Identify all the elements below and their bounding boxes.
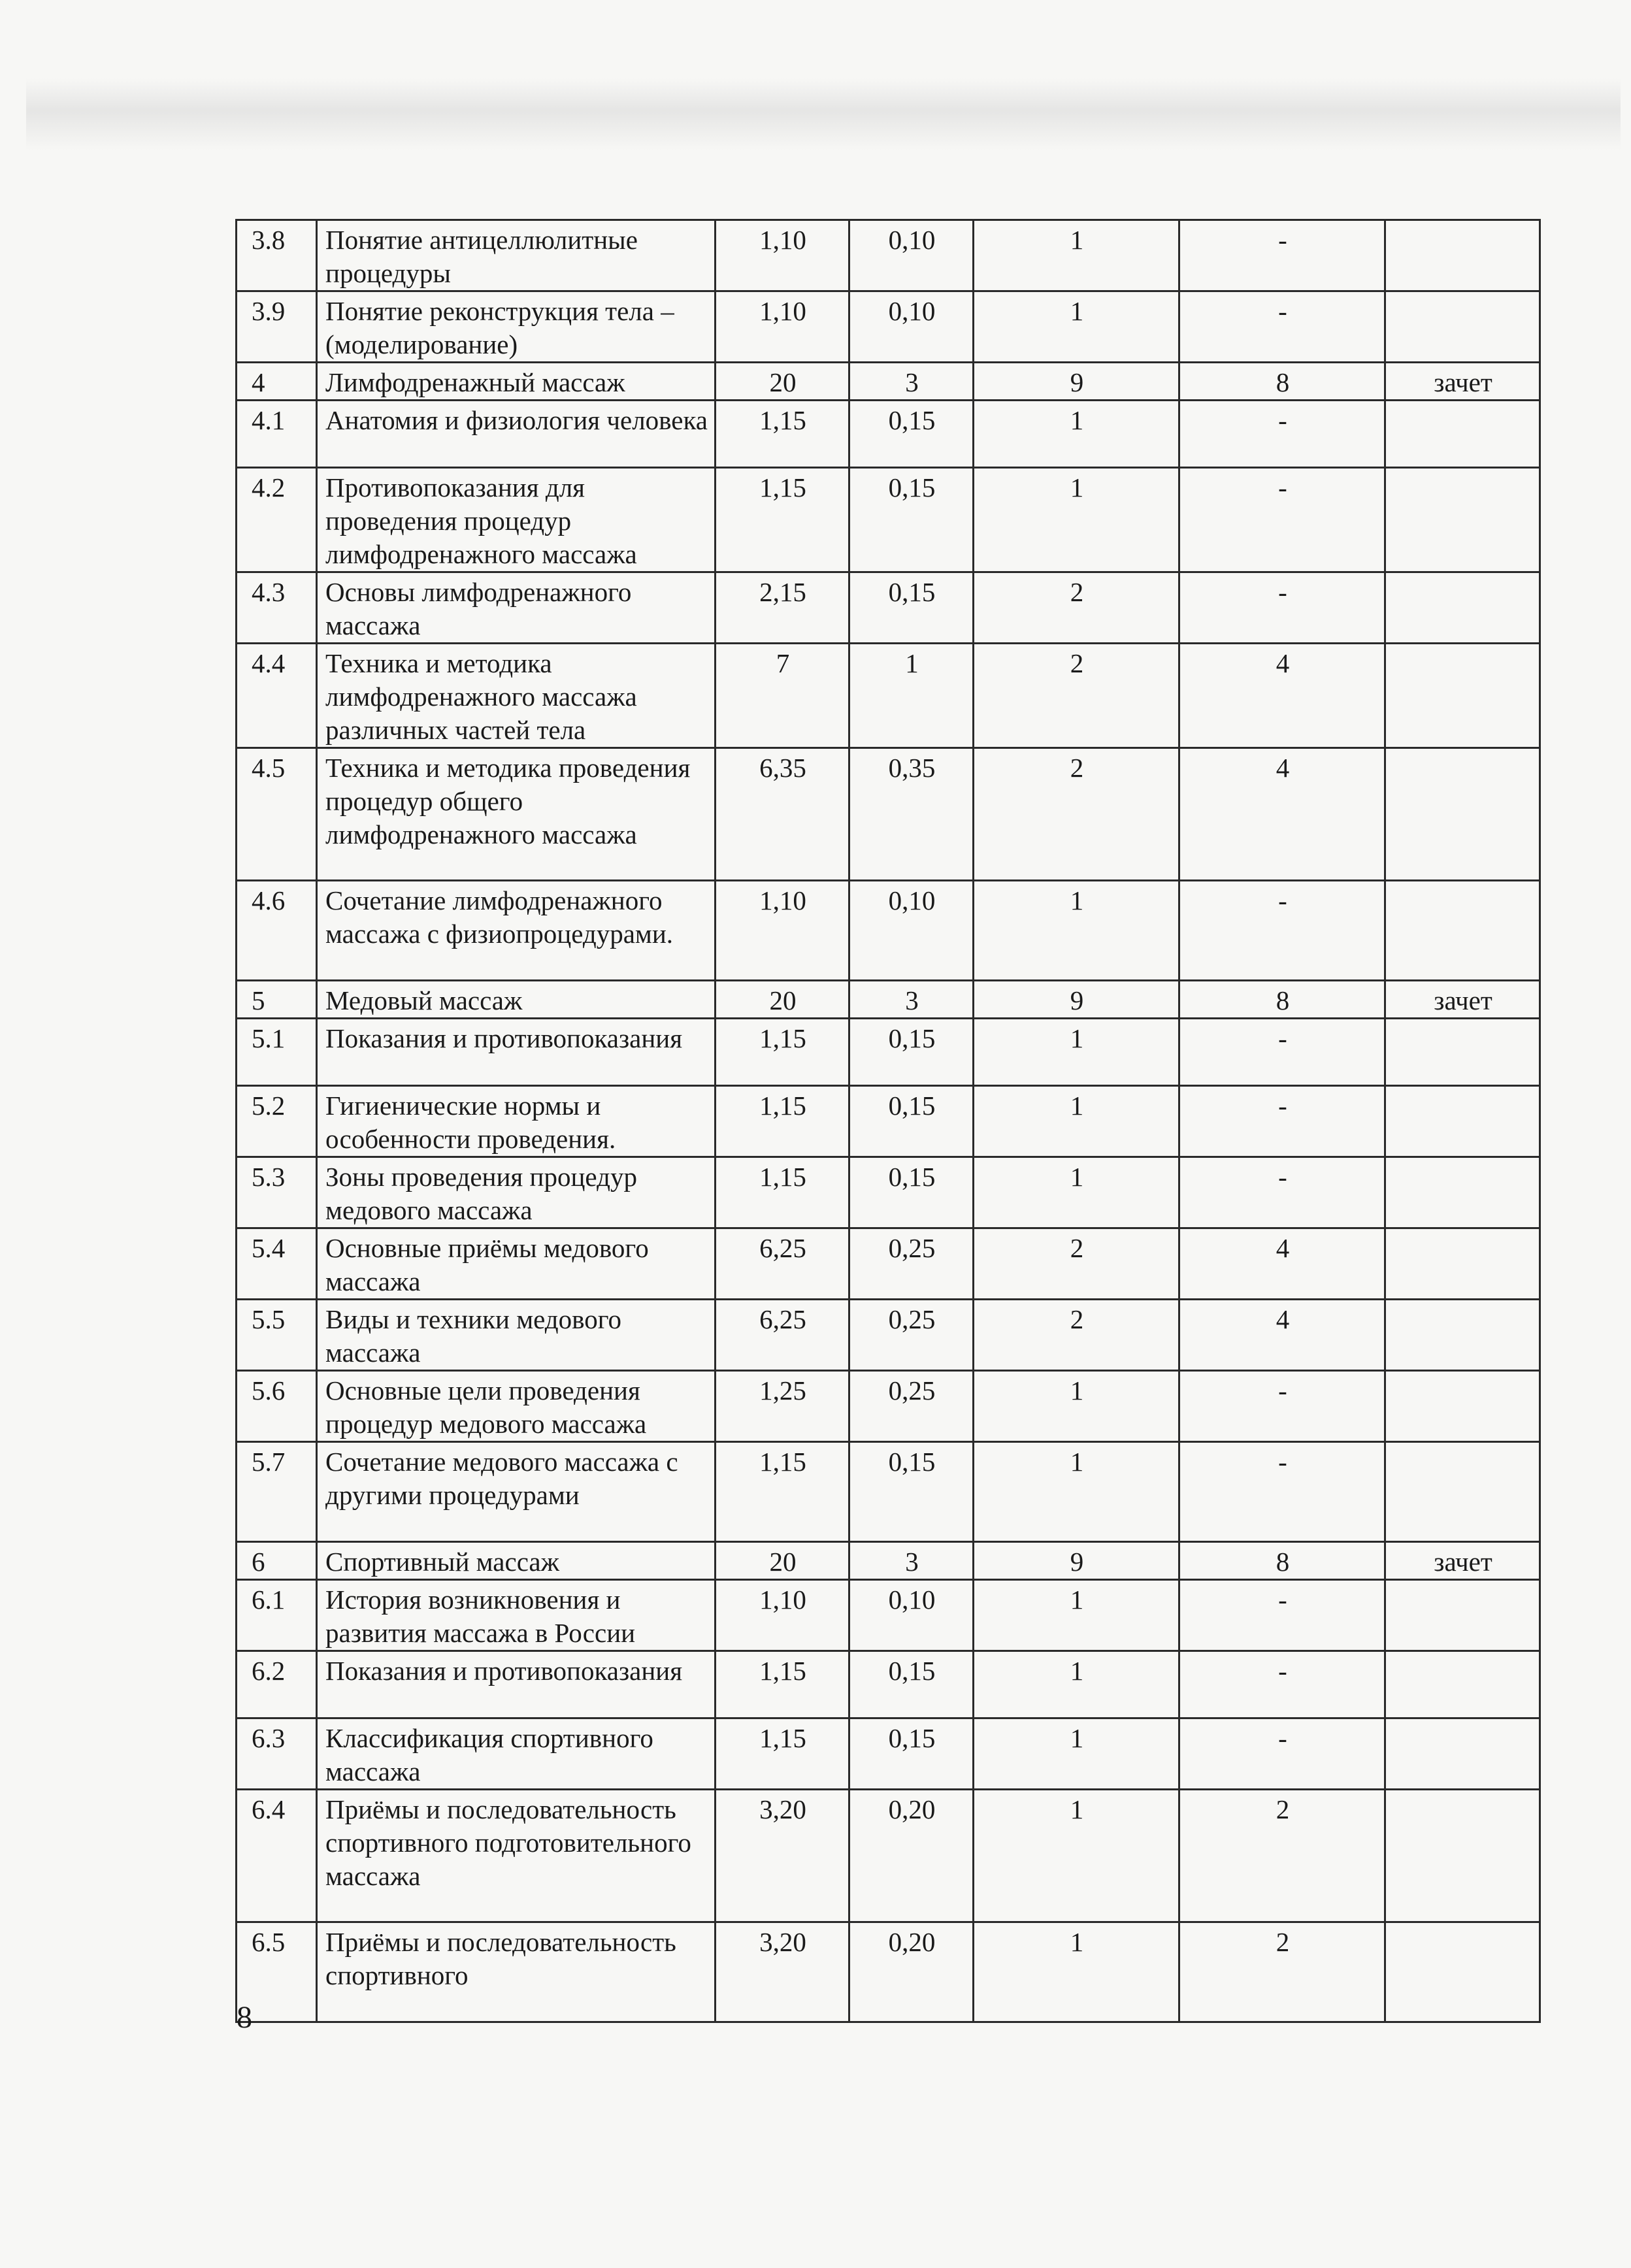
table-row [237, 1651, 1540, 1718]
cell-total-hours: 1,15 [716, 1157, 849, 1228]
cell-lecture-hours: 0,15 [849, 1718, 974, 1790]
cell-lecture-hours: 0,25 [849, 1300, 974, 1371]
cell-control-form [1385, 1019, 1540, 1086]
row-title: Виды и техники медового массажа [317, 1300, 716, 1371]
cell-internship-hours: - [1179, 1718, 1385, 1790]
table-row [237, 748, 1540, 881]
cell-lecture-hours: 0,10 [849, 1580, 974, 1651]
cell-total-hours: 1,10 [716, 220, 849, 291]
table-row [237, 1542, 1540, 1580]
table-row [237, 1371, 1540, 1442]
row-title: Сочетание лимфодренажного массажа с физиопроцедурами. [317, 881, 716, 981]
cell-practice-hours: 9 [974, 1542, 1179, 1580]
row-number: 4.3 [237, 572, 317, 644]
cell-total-hours: 1,15 [716, 1442, 849, 1542]
cell-internship-hours: - [1179, 1371, 1385, 1442]
cell-lecture-hours: 3 [849, 1542, 974, 1580]
cell-lecture-hours: 0,25 [849, 1371, 974, 1442]
cell-internship-hours: 2 [1179, 1922, 1385, 2022]
table-row [237, 1922, 1540, 2022]
row-title: Основные цели проведения процедур медового массажа [317, 1371, 716, 1442]
table-row [237, 881, 1540, 981]
cell-control-form [1385, 748, 1540, 881]
cell-total-hours: 1,15 [716, 401, 849, 468]
cell-lecture-hours: 0,25 [849, 1228, 974, 1300]
table-row [237, 220, 1540, 291]
cell-internship-hours: - [1179, 881, 1385, 981]
row-number: 4.1 [237, 401, 317, 468]
row-number: 3.8 [237, 220, 317, 291]
cell-internship-hours: - [1179, 291, 1385, 363]
cell-total-hours: 6,35 [716, 748, 849, 881]
cell-total-hours: 1,10 [716, 881, 849, 981]
cell-internship-hours: 8 [1179, 1542, 1385, 1580]
cell-lecture-hours: 0,15 [849, 572, 974, 644]
row-title: Классификация спортивного массажа [317, 1718, 716, 1790]
row-number: 5.1 [237, 1019, 317, 1086]
scan-shadow-band [26, 78, 1621, 150]
row-title: Зоны проведения процедур медового массажа [317, 1157, 716, 1228]
row-number: 5.3 [237, 1157, 317, 1228]
cell-practice-hours: 2 [974, 1228, 1179, 1300]
table-row [237, 363, 1540, 401]
row-number: 5.5 [237, 1300, 317, 1371]
cell-total-hours: 2,15 [716, 572, 849, 644]
row-title: Спортивный массаж [317, 1542, 716, 1580]
row-title: Основы лимфодренажного массажа [317, 572, 716, 644]
cell-internship-hours: - [1179, 1086, 1385, 1157]
row-number: 5.6 [237, 1371, 317, 1442]
cell-lecture-hours: 0,35 [849, 748, 974, 881]
cell-practice-hours: 1 [974, 401, 1179, 468]
cell-control-form [1385, 1651, 1540, 1718]
cell-lecture-hours: 0,15 [849, 1442, 974, 1542]
cell-control-form [1385, 1580, 1540, 1651]
cell-control-form [1385, 1086, 1540, 1157]
cell-lecture-hours: 0,20 [849, 1922, 974, 2022]
cell-total-hours: 1,25 [716, 1371, 849, 1442]
cell-practice-hours: 2 [974, 748, 1179, 881]
cell-lecture-hours: 1 [849, 644, 974, 748]
cell-practice-hours: 2 [974, 572, 1179, 644]
cell-practice-hours: 1 [974, 1086, 1179, 1157]
cell-lecture-hours: 0,10 [849, 881, 974, 981]
cell-practice-hours: 1 [974, 1371, 1179, 1442]
table-row [237, 1019, 1540, 1086]
row-title: Лимфодренажный массаж [317, 363, 716, 401]
cell-lecture-hours: 0,15 [849, 1086, 974, 1157]
cell-practice-hours: 1 [974, 1580, 1179, 1651]
cell-lecture-hours: 0,15 [849, 468, 974, 572]
table-row [237, 1718, 1540, 1790]
cell-total-hours: 1,10 [716, 291, 849, 363]
row-number: 6.3 [237, 1718, 317, 1790]
row-title: Гигиенические нормы и особенности проведения. [317, 1086, 716, 1157]
cell-control-form [1385, 1300, 1540, 1371]
cell-lecture-hours: 0,10 [849, 291, 974, 363]
row-number: 6 [237, 1542, 317, 1580]
cell-control-form [1385, 1718, 1540, 1790]
cell-control-form: зачет [1385, 981, 1540, 1019]
cell-internship-hours: - [1179, 468, 1385, 572]
cell-internship-hours: - [1179, 572, 1385, 644]
cell-lecture-hours: 0,15 [849, 1651, 974, 1718]
table-row [237, 572, 1540, 644]
cell-control-form [1385, 1442, 1540, 1542]
row-number: 6.2 [237, 1651, 317, 1718]
cell-practice-hours: 1 [974, 1442, 1179, 1542]
cell-control-form [1385, 401, 1540, 468]
cell-lecture-hours: 0,20 [849, 1790, 974, 1922]
cell-internship-hours: - [1179, 1019, 1385, 1086]
table-row [237, 468, 1540, 572]
cell-lecture-hours: 0,10 [849, 220, 974, 291]
table-row [237, 644, 1540, 748]
cell-control-form [1385, 291, 1540, 363]
table-row [237, 1790, 1540, 1922]
cell-total-hours: 3,20 [716, 1922, 849, 2022]
row-number: 5.2 [237, 1086, 317, 1157]
row-title: Приёмы и последовательность спортивного [317, 1922, 716, 2022]
cell-control-form [1385, 572, 1540, 644]
cell-total-hours: 1,15 [716, 1651, 849, 1718]
cell-control-form [1385, 468, 1540, 572]
cell-practice-hours: 1 [974, 291, 1179, 363]
cell-control-form [1385, 1371, 1540, 1442]
table-row [237, 1086, 1540, 1157]
cell-internship-hours: - [1179, 1157, 1385, 1228]
cell-control-form [1385, 220, 1540, 291]
cell-total-hours: 1,15 [716, 1086, 849, 1157]
table-row [237, 401, 1540, 468]
row-number: 6.1 [237, 1580, 317, 1651]
cell-control-form: зачет [1385, 363, 1540, 401]
cell-practice-hours: 9 [974, 981, 1179, 1019]
row-title: Показания и противопоказания [317, 1651, 716, 1718]
cell-total-hours: 20 [716, 363, 849, 401]
cell-internship-hours: - [1179, 1580, 1385, 1651]
cell-lecture-hours: 0,15 [849, 1019, 974, 1086]
cell-control-form: зачет [1385, 1542, 1540, 1580]
table-row [237, 1300, 1540, 1371]
cell-total-hours: 1,15 [716, 468, 849, 572]
row-number: 4.2 [237, 468, 317, 572]
cell-total-hours: 7 [716, 644, 849, 748]
table-row [237, 1442, 1540, 1542]
cell-total-hours: 1,10 [716, 1580, 849, 1651]
row-title: Основные приёмы медового массажа [317, 1228, 716, 1300]
row-title: Противопоказания для проведения процедур лимфодренажного массажа [317, 468, 716, 572]
curriculum-table [235, 219, 1541, 2023]
cell-control-form [1385, 1228, 1540, 1300]
cell-total-hours: 6,25 [716, 1300, 849, 1371]
row-title: Медовый массаж [317, 981, 716, 1019]
cell-practice-hours: 1 [974, 1019, 1179, 1086]
row-number: 5.4 [237, 1228, 317, 1300]
cell-practice-hours: 1 [974, 1651, 1179, 1718]
cell-practice-hours: 2 [974, 1300, 1179, 1371]
cell-practice-hours: 1 [974, 1922, 1179, 2022]
cell-practice-hours: 2 [974, 644, 1179, 748]
cell-lecture-hours: 3 [849, 363, 974, 401]
cell-practice-hours: 9 [974, 363, 1179, 401]
row-number: 4.5 [237, 748, 317, 881]
page-number: 8 [237, 2000, 252, 2035]
cell-total-hours: 1,15 [716, 1019, 849, 1086]
cell-practice-hours: 1 [974, 1157, 1179, 1228]
cell-control-form [1385, 644, 1540, 748]
row-number: 4.6 [237, 881, 317, 981]
row-title: Понятие реконструкция тела – (моделирование) [317, 291, 716, 363]
row-title: Сочетание медового массажа с другими процедурами [317, 1442, 716, 1542]
table-row [237, 981, 1540, 1019]
cell-lecture-hours: 0,15 [849, 401, 974, 468]
cell-control-form [1385, 1922, 1540, 2022]
cell-total-hours: 6,25 [716, 1228, 849, 1300]
row-title: Техника и методика лимфодренажного массажа различных частей тела [317, 644, 716, 748]
row-number: 4.4 [237, 644, 317, 748]
table-row [237, 1228, 1540, 1300]
cell-total-hours: 1,15 [716, 1718, 849, 1790]
cell-control-form [1385, 1157, 1540, 1228]
row-number: 5 [237, 981, 317, 1019]
cell-total-hours: 3,20 [716, 1790, 849, 1922]
cell-lecture-hours: 0,15 [849, 1157, 974, 1228]
cell-practice-hours: 1 [974, 881, 1179, 981]
row-number: 6.5 [237, 1922, 317, 2022]
cell-lecture-hours: 3 [849, 981, 974, 1019]
cell-internship-hours: 8 [1179, 363, 1385, 401]
cell-internship-hours: 4 [1179, 644, 1385, 748]
cell-practice-hours: 1 [974, 1790, 1179, 1922]
row-title: Показания и противопоказания [317, 1019, 716, 1086]
cell-internship-hours: 4 [1179, 1300, 1385, 1371]
cell-internship-hours: - [1179, 220, 1385, 291]
cell-practice-hours: 1 [974, 468, 1179, 572]
row-title: История возникновения и развития массажа в России [317, 1580, 716, 1651]
row-title: Анатомия и физиология человека [317, 401, 716, 468]
cell-total-hours: 20 [716, 981, 849, 1019]
row-number: 5.7 [237, 1442, 317, 1542]
row-number: 4 [237, 363, 317, 401]
cell-internship-hours: 8 [1179, 981, 1385, 1019]
cell-control-form [1385, 881, 1540, 981]
cell-internship-hours: - [1179, 1442, 1385, 1542]
row-title: Техника и методика проведения процедур общего лимфодренажного массажа [317, 748, 716, 881]
table-row [237, 1157, 1540, 1228]
cell-internship-hours: - [1179, 401, 1385, 468]
row-title: Понятие антицеллюлитные процедуры [317, 220, 716, 291]
cell-practice-hours: 1 [974, 220, 1179, 291]
cell-internship-hours: 4 [1179, 1228, 1385, 1300]
row-number: 3.9 [237, 291, 317, 363]
cell-practice-hours: 1 [974, 1718, 1179, 1790]
row-title: Приёмы и последовательность спортивного подготовительного массажа [317, 1790, 716, 1922]
row-number: 6.4 [237, 1790, 317, 1922]
table-row [237, 291, 1540, 363]
cell-total-hours: 20 [716, 1542, 849, 1580]
table-row [237, 1580, 1540, 1651]
cell-internship-hours: 2 [1179, 1790, 1385, 1922]
cell-internship-hours: - [1179, 1651, 1385, 1718]
cell-control-form [1385, 1790, 1540, 1922]
cell-internship-hours: 4 [1179, 748, 1385, 881]
